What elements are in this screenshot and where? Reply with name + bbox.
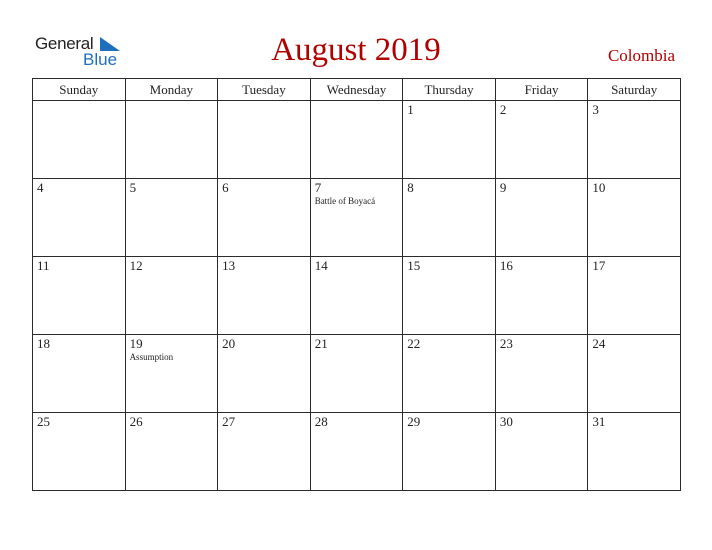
weekday-header-row [33, 79, 681, 101]
day-cell [218, 413, 311, 491]
day-number: 25 [37, 414, 50, 429]
day-number: 30 [499, 414, 513, 429]
day-cell [33, 101, 126, 179]
weekday-header-friday: Friday [495, 79, 588, 101]
day-number: 28 [314, 414, 328, 429]
day-cell [33, 179, 126, 257]
holiday-label-battle-of-boyaca: Battle of Boyacá [314, 196, 376, 206]
day-cell [403, 335, 496, 413]
day-cell [588, 179, 681, 257]
day-number: 19 [129, 336, 143, 351]
day-cell [588, 335, 681, 413]
week-row [33, 101, 681, 179]
day-cell [310, 179, 403, 257]
page-title: August 2019 [271, 32, 441, 68]
day-cell [218, 335, 311, 413]
day-number: 1 [407, 102, 414, 117]
country-name: Colombia [607, 46, 675, 65]
day-cell [218, 257, 311, 335]
weekday-header-wednesday: Wednesday [310, 79, 403, 101]
day-number: 22 [407, 336, 421, 351]
logo-text-blue: Blue [83, 50, 118, 69]
day-cell [403, 179, 496, 257]
day-cell [495, 335, 588, 413]
day-number: 7 [314, 180, 322, 195]
day-number [126, 101, 218, 103]
day-number: 16 [499, 258, 513, 273]
day-number: 10 [592, 180, 606, 195]
calendar-grid [32, 78, 681, 491]
day-number: 31 [592, 414, 606, 429]
day-cell [495, 101, 588, 179]
day-number [311, 101, 403, 103]
day-number: 26 [129, 414, 143, 429]
holiday-label-assumption: Assumption [129, 352, 174, 362]
day-cell [33, 257, 126, 335]
day-cell [310, 101, 403, 179]
day-cell [495, 179, 588, 257]
day-cell [403, 101, 496, 179]
logo-text-general: General [35, 34, 94, 53]
day-number: 27 [222, 414, 236, 429]
day-number: 17 [592, 258, 606, 273]
day-number: 2 [499, 102, 507, 117]
day-cell [588, 101, 681, 179]
day-cell [125, 335, 218, 413]
weekday-header-thursday: Thursday [403, 79, 496, 101]
week-row [33, 335, 681, 413]
day-cell [403, 257, 496, 335]
day-number: 9 [499, 180, 507, 195]
day-number: 4 [37, 180, 44, 195]
day-number: 12 [129, 258, 143, 273]
week-row [33, 257, 681, 335]
day-number [218, 101, 310, 103]
day-cell [125, 413, 218, 491]
weekday-header-sunday: Sunday [33, 79, 126, 101]
day-number: 6 [222, 180, 229, 195]
day-number: 5 [129, 180, 137, 195]
day-cell [310, 257, 403, 335]
day-number: 11 [37, 258, 50, 273]
week-row [33, 413, 681, 491]
day-cell [588, 413, 681, 491]
day-number: 21 [314, 336, 328, 351]
day-number: 14 [314, 258, 328, 273]
day-cell [495, 413, 588, 491]
day-number: 18 [37, 336, 50, 351]
weekday-header-tuesday: Tuesday [218, 79, 311, 101]
weekday-header-monday: Monday [125, 79, 218, 101]
day-cell [125, 101, 218, 179]
day-number: 29 [407, 414, 421, 429]
day-cell [125, 257, 218, 335]
day-number: 13 [222, 258, 236, 273]
day-cell [125, 179, 218, 257]
day-cell [403, 413, 496, 491]
day-cell [310, 335, 403, 413]
day-cell [33, 413, 126, 491]
day-cell [218, 101, 311, 179]
day-number: 23 [499, 336, 513, 351]
day-number: 8 [407, 180, 414, 195]
weekday-header-saturday: Saturday [588, 79, 681, 101]
day-cell [218, 179, 311, 257]
day-number: 3 [592, 102, 599, 117]
day-number: 20 [222, 336, 236, 351]
day-cell [33, 335, 126, 413]
day-number: 24 [592, 336, 606, 351]
day-cell [310, 413, 403, 491]
day-cell [495, 257, 588, 335]
day-number [33, 101, 125, 103]
week-row [33, 179, 681, 257]
day-cell [588, 257, 681, 335]
day-number: 15 [407, 258, 421, 273]
